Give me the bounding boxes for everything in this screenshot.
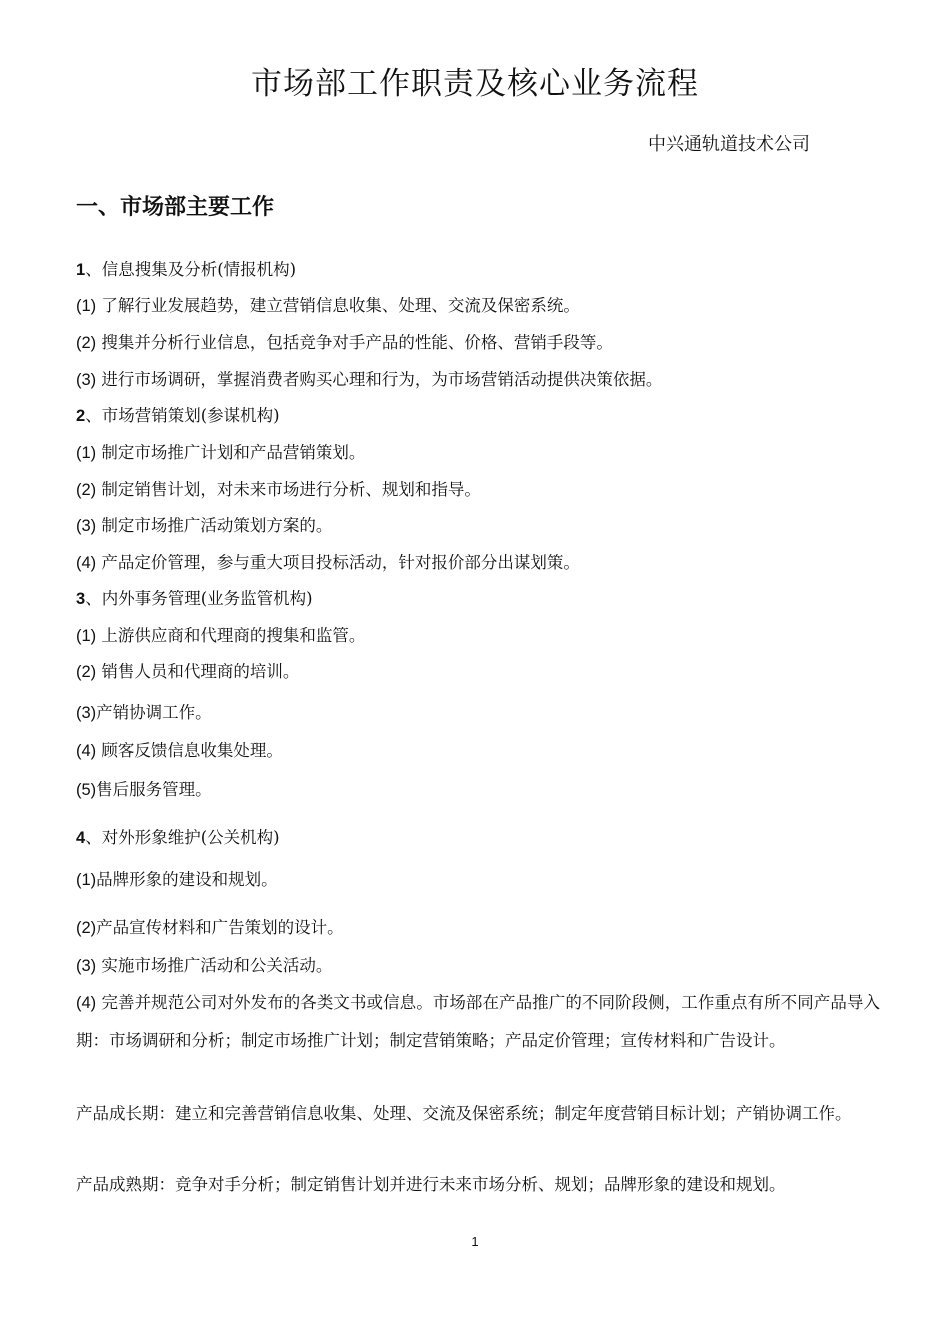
item-text: 产品定价管理，参与重大项目投标活动，针对报价部分出谋划策。 (96, 553, 580, 572)
item-text: 了解行业发展趋势，建立营销信息收集、处理、交流及保密系统。 (96, 296, 580, 315)
item-text: 制定销售计划，对未来市场进行分析、规划和指导。 (96, 480, 481, 499)
item-number: (2) (76, 663, 97, 681)
item-number: (2) (76, 334, 97, 352)
list-item (76, 516, 332, 536)
list-item (76, 626, 365, 646)
item-text: 上游供应商和代理商的搜集和监管。 (96, 626, 366, 645)
list-item (76, 741, 283, 761)
sub-heading-number: 3 (76, 590, 86, 608)
item-text: 实施市场推广活动和公关活动。 (96, 956, 333, 975)
item-number: (3) (76, 957, 97, 975)
sub-heading-title: 、市场营销策划(参谋机构) (85, 406, 280, 425)
list-item (76, 703, 212, 723)
item-text: 制定市场推广计划和产品营销策划。 (96, 443, 366, 462)
company-name: 中兴通轨道技术公司 (648, 134, 810, 155)
item-number: (2) (76, 919, 97, 937)
item-text: 销售人员和代理商的培训。 (96, 662, 300, 681)
item-number: (1) (76, 627, 97, 645)
section-heading: 一、市场部主要工作 (76, 195, 275, 220)
sub-heading-number: 1 (76, 261, 86, 279)
sub-heading-number: 4 (76, 829, 86, 847)
list-item (76, 333, 613, 353)
item-number: (1) (76, 297, 97, 315)
list-item (76, 870, 278, 890)
item-text: 顾客反馈信息收集处理。 (96, 741, 283, 760)
item-text: 售后服务管理。 (96, 780, 212, 799)
item-text: 制定市场推广活动策划方案的。 (96, 516, 333, 535)
item-number: (3) (76, 704, 97, 722)
sub-heading-1 (76, 260, 296, 280)
list-item (76, 296, 580, 316)
item-text: 产品宣传材料和广告策划的设计。 (96, 918, 344, 937)
list-item (76, 553, 580, 573)
sub-heading-4 (76, 828, 280, 848)
item-text: 进行市场调研，掌握消费者购买心理和行为，为市场营销活动提供决策依据。 (96, 370, 663, 389)
list-item (76, 370, 662, 390)
list-item (76, 443, 365, 463)
item-number: (4) (76, 554, 97, 572)
item-number: (3) (76, 517, 97, 535)
item-number: (5) (76, 781, 97, 799)
list-item (76, 662, 299, 682)
sub-heading-title: 、对外形象维护(公关机构) (85, 828, 280, 847)
item-number: (4) (76, 994, 97, 1012)
document-title: 市场部工作职责及核心业务流程 (251, 66, 699, 102)
sub-heading-3 (76, 589, 313, 609)
item-number: (2) (76, 481, 97, 499)
item-number: (3) (76, 371, 97, 389)
item-number: (1) (76, 444, 97, 462)
item-number: (4) (76, 742, 97, 760)
paragraph-item-4 (76, 984, 880, 1059)
paragraph-text: 完善并规范公司对外发布的各类文书或信息。市场部在产品推广的不同阶段侧，工作重点有所不同产品导入期：市场调研和分析；制定市场推广计划；制定营销策略；产品定价管理；宣传材料和广告设计。 (76, 993, 880, 1050)
sub-heading-title: 、信息搜集及分析(情报机构) (85, 260, 297, 279)
item-number: (1) (76, 871, 97, 889)
growth-stage-paragraph: 产品成长期：建立和完善营销信息收集、处理、交流及保密系统；制定年度营销目标计划；产销协调工作。 (76, 1104, 852, 1123)
list-item (76, 780, 212, 800)
page-number: 1 (471, 1234, 479, 1249)
sub-heading-2 (76, 406, 280, 426)
item-text: 品牌形象的建设和规划。 (96, 870, 278, 889)
sub-heading-number: 2 (76, 407, 86, 425)
item-text: 产销协调工作。 (96, 703, 212, 722)
sub-heading-title: 、内外事务管理(业务监管机构) (85, 589, 313, 608)
item-text: 搜集并分析行业信息，包括竞争对手产品的性能、价格、营销手段等。 (96, 333, 613, 352)
list-item (76, 956, 332, 976)
list-item (76, 480, 481, 500)
mature-stage-paragraph: 产品成熟期：竞争对手分析；制定销售计划并进行未来市场分析、规划；品牌形象的建设和规划。 (76, 1175, 786, 1194)
list-item (76, 918, 344, 938)
